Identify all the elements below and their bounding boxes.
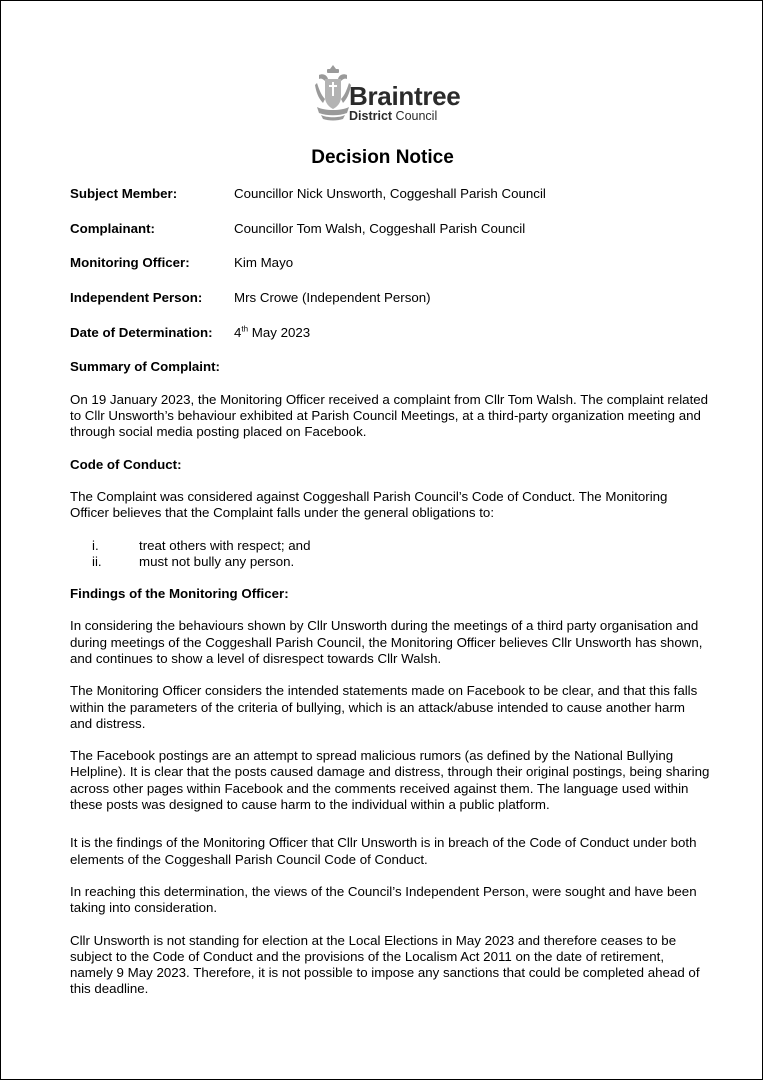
- list-item: [70, 554, 710, 570]
- meta-label: Date of Determination:: [70, 324, 213, 340]
- document-body: [70, 186, 710, 1014]
- meta-value: Kim Mayo: [234, 255, 294, 271]
- meta-value: Councillor Tom Walsh, Coggeshall Parish Council: [234, 220, 526, 236]
- logo-sub-rest: Council: [392, 109, 438, 123]
- logo-subtitle: [349, 109, 437, 123]
- findings-paragraph: The Facebook postings are an attempt to spread malicious rumors (as defined by the National Bullying Helpline). It is clear that the posts caused damage and distress, through their original postings, being sharing across other pages within Facebook and the comments received against them. The language used within these posts was designed to cause harm to the individual within a public platform.: [70, 748, 710, 813]
- findings-heading: Findings of the Monitoring Officer:: [70, 586, 289, 602]
- findings-paragraph: In considering the behaviours shown by Cllr Unsworth during the meetings of a third party organisation and during meetings of the Coggeshall Parish Council, the Monitoring Officer believes Cllr Unsworth has shown, and continues to show a level of disrespect towards Cllr Walsh.: [70, 618, 703, 666]
- meta-monitoring-officer: [70, 255, 710, 271]
- summary-heading: Summary of Complaint:: [70, 359, 220, 375]
- meta-date-of-determination: [70, 325, 710, 341]
- list-number: ii.: [92, 553, 102, 569]
- meta-subject-member: [70, 186, 710, 202]
- findings-paragraph: In reaching this determination, the views of the Council’s Independent Person, were sought and have been taking into consideration.: [70, 883, 697, 916]
- meta-value: [234, 325, 710, 341]
- meta-label: Monitoring Officer:: [70, 255, 190, 271]
- obligations-list: [70, 538, 710, 571]
- list-text: treat others with respect; and: [139, 537, 311, 553]
- meta-label: Complainant:: [70, 220, 155, 236]
- logo-name: Braintree: [349, 81, 461, 111]
- list-item: [70, 538, 710, 554]
- list-text: must not bully any person.: [139, 553, 295, 569]
- council-logo: [313, 63, 473, 127]
- list-number: i.: [92, 537, 99, 553]
- meta-complainant: [70, 221, 710, 237]
- findings-paragraph: The Monitoring Officer considers the intended statements made on Facebook to be clear, and that this falls within the parameters of the criteria of bullying, which is an attack/abuse intended to cause another harm and distress.: [70, 683, 698, 731]
- code-heading: Code of Conduct:: [70, 456, 182, 472]
- findings-paragraph: Cllr Unsworth is not standing for election at the Local Elections in May 2023 and therefore ceases to be subject to the Code of Conduct and the provisions of the Localism Act 2011 on the date of retirement, namely 9 May 2023. Therefore, it is not possible to impose any sanctions that could be completed ahead of this deadline.: [70, 932, 700, 997]
- page-title: Decision Notice: [311, 147, 454, 168]
- meta-independent-person: [70, 290, 710, 306]
- logo-sub-bold: District: [349, 109, 393, 123]
- findings-paragraph: It is the findings of the Monitoring Officer that Cllr Unsworth is in breach of the Code of Conduct under both elements of the Coggeshall Parish Council Code of Conduct.: [70, 835, 697, 867]
- date-suffix: th: [241, 324, 249, 334]
- meta-label: Independent Person:: [70, 290, 203, 306]
- date-rest: May 2023: [248, 324, 311, 340]
- meta-value: Councillor Nick Unsworth, Coggeshall Parish Council: [234, 186, 546, 201]
- meta-value: Mrs Crowe (Independent Person): [234, 290, 431, 306]
- summary-paragraph: On 19 January 2023, the Monitoring Officer received a complaint from Cllr Tom Walsh. The complaint related to Cllr Unsworth’s behaviour exhibited at Parish Council Meetings, at a third-party organization meeting and through social media posting placed on Facebook.: [70, 391, 709, 440]
- crest-icon: [313, 63, 353, 127]
- date-day: 4: [234, 324, 242, 340]
- code-paragraph: The Complaint was considered against Coggeshall Parish Council’s Code of Conduct. The Monitoring Officer believes that the Complaint falls under the general obligations to:: [70, 488, 668, 521]
- meta-label: Subject Member:: [70, 186, 178, 201]
